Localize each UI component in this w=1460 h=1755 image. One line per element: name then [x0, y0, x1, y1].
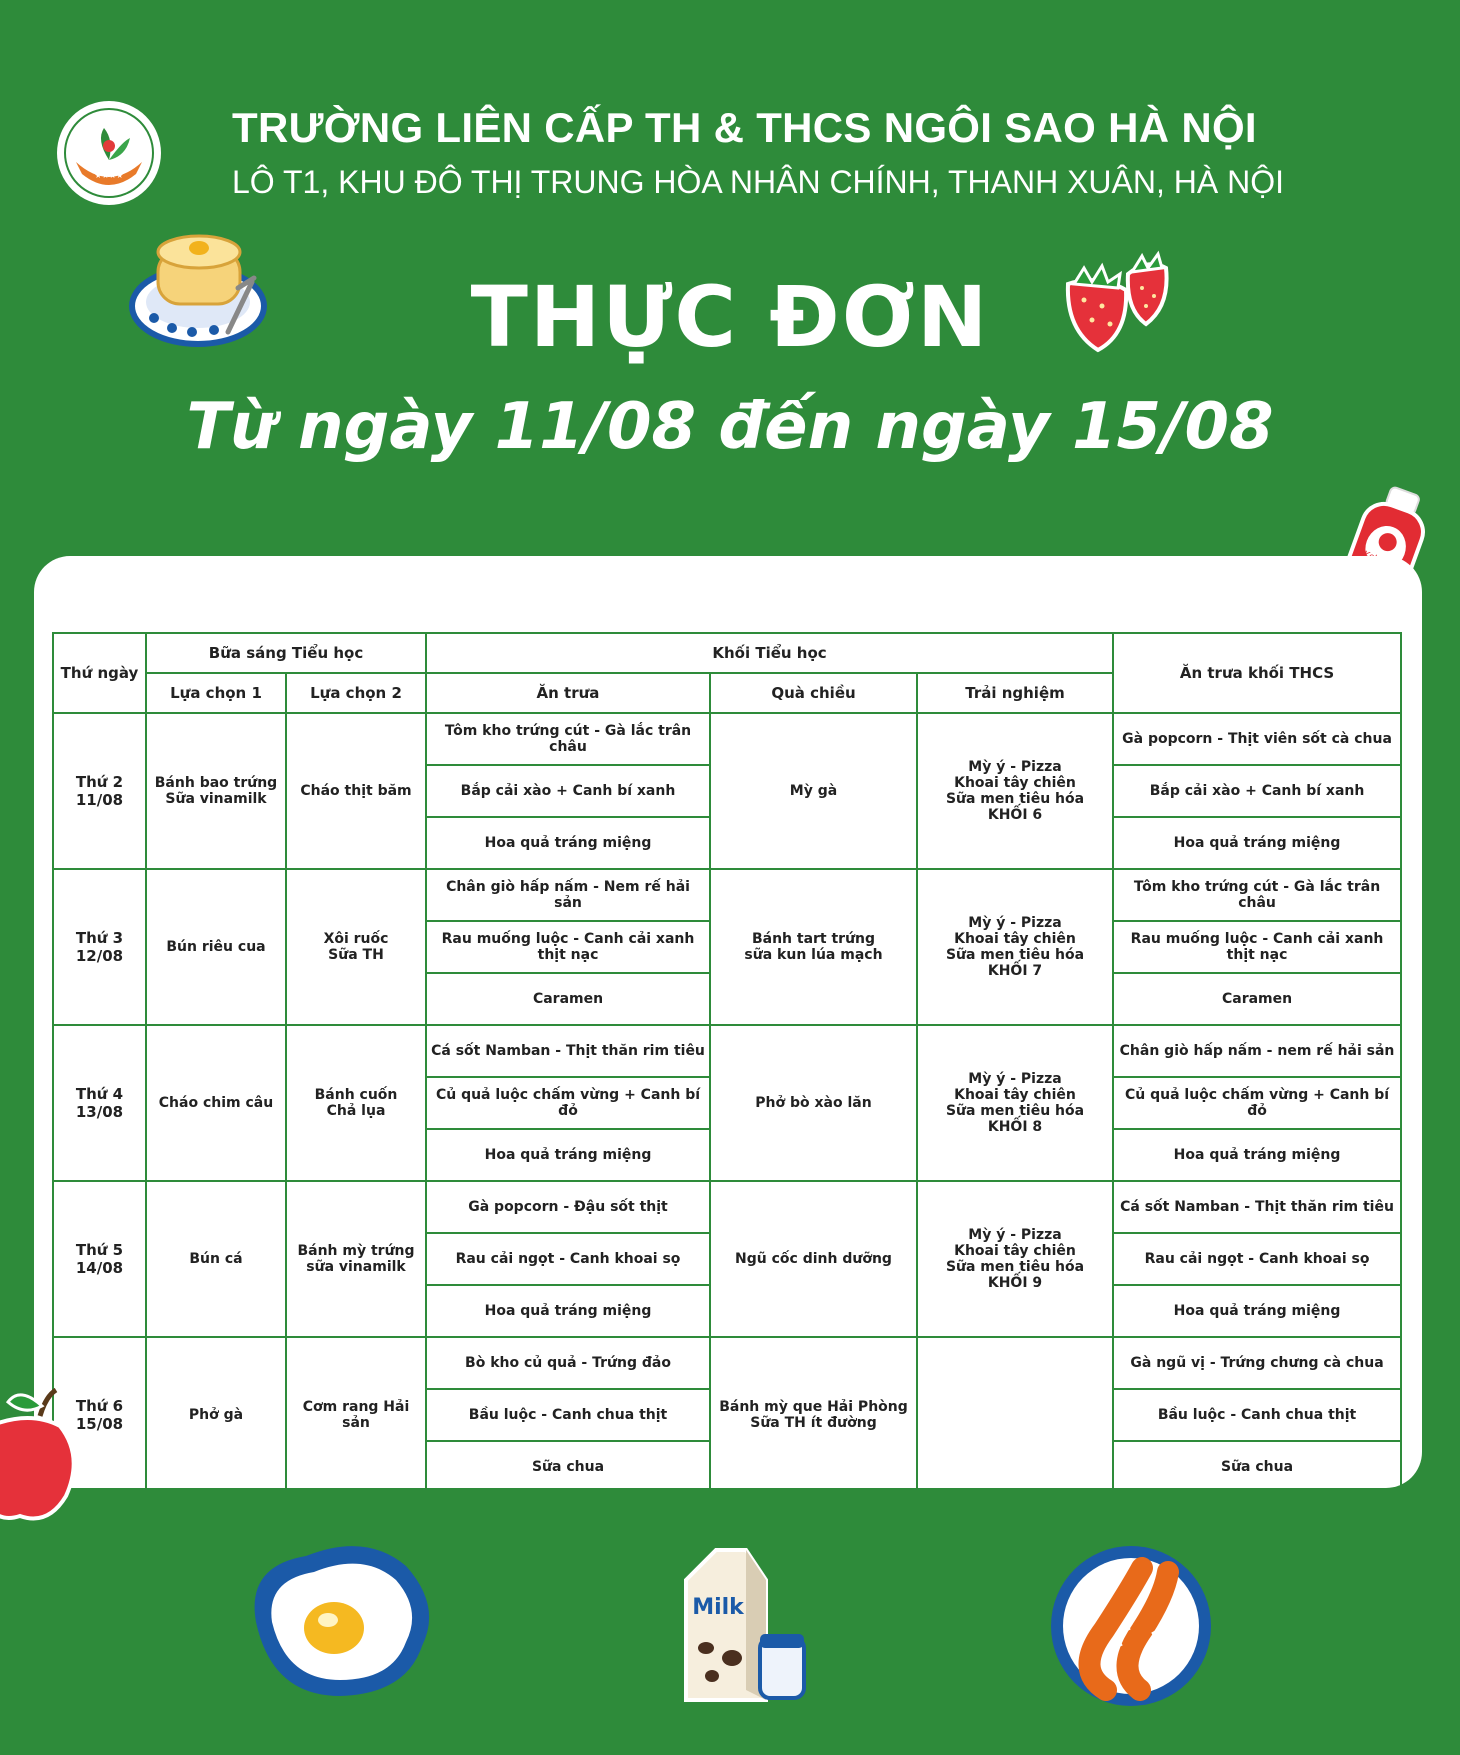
breakfast-choice1-cell: [146, 1337, 286, 1493]
afternoon-snack-cell: [710, 869, 917, 1025]
secondary-lunch-item: Củ quả luộc chấm vừng + Canh bí đỏ: [1113, 1077, 1401, 1129]
sausage-icon: [1044, 1540, 1218, 1712]
experience-cell: [917, 1025, 1113, 1181]
fried-egg-icon: [236, 1536, 440, 1706]
experience-cell-line: Khoai tây chiên: [954, 1087, 1076, 1103]
header-afternoon-snack: Quà chiều: [710, 673, 917, 713]
school-name: TRƯỜNG LIÊN CẤP TH & THCS NGÔI SAO HÀ NỘI: [232, 104, 1257, 151]
experience-cell-line: KHỐI 6: [987, 807, 1043, 823]
experience-cell: [917, 713, 1113, 869]
experience-cell-line: Sữa men tiêu hóa: [945, 947, 1085, 963]
day-date: 12/08: [75, 947, 124, 965]
experience-cell-line: KHỐI 9: [987, 1275, 1043, 1291]
experience-cell: [917, 869, 1113, 1025]
afternoon-snack-cell-line: Sữa TH ít đường: [750, 1415, 877, 1431]
milk-carton-icon: [676, 1540, 816, 1710]
header-experience: Trải nghiệm: [917, 673, 1113, 713]
afternoon-snack-cell: [710, 1337, 917, 1493]
header-secondary-lunch: Ăn trưa khối THCS: [1113, 633, 1401, 713]
table-row: [53, 1181, 1401, 1233]
breakfast-choice2-cell: [286, 1337, 426, 1493]
header-choice1: Lựa chọn 1: [146, 673, 286, 713]
experience-cell: [917, 1337, 1113, 1493]
breakfast-choice2-cell-line: Chả lụa: [326, 1103, 386, 1119]
table-row: [53, 1025, 1401, 1077]
secondary-lunch-item: Rau muống luộc - Canh cải xanh thịt nạc: [1113, 921, 1401, 973]
day-cell: [53, 713, 146, 869]
lunch-item: Rau muống luộc - Canh cải xanh thịt nạc: [426, 921, 710, 973]
lunch-item: Caramen: [426, 973, 710, 1025]
header-primary: Khối Tiểu học: [426, 633, 1113, 673]
day-cell: [53, 1181, 146, 1337]
secondary-lunch-item: Gà ngũ vị - Trứng chưng cà chua: [1113, 1337, 1401, 1389]
lunch-item: Chân giò hấp nấm - Nem rế hải sản: [426, 869, 710, 921]
strawberry-icon: [1062, 244, 1182, 354]
day-cell: [53, 869, 146, 1025]
breakfast-choice1-cell-line: Bún cá: [189, 1251, 243, 1267]
day-label: Thứ 2: [75, 773, 124, 791]
secondary-lunch-item: Rau cải ngọt - Canh khoai sọ: [1113, 1233, 1401, 1285]
experience-cell-line: Mỳ ý - Pizza: [968, 1227, 1062, 1243]
lunch-item: Hoa quả tráng miệng: [426, 1129, 710, 1181]
secondary-lunch-item: Gà popcorn - Thịt viên sốt cà chua: [1113, 713, 1401, 765]
day-label: Thứ 3: [75, 929, 124, 947]
lunch-item: Bắp cải xào + Canh bí xanh: [426, 765, 710, 817]
lunch-item: Tôm kho trứng cút - Gà lắc trân châu: [426, 713, 710, 765]
breakfast-choice1-cell-line: Phở gà: [188, 1407, 244, 1423]
breakfast-choice2-cell: [286, 713, 426, 869]
apple-icon: [0, 1376, 84, 1526]
secondary-lunch-item: Hoa quả tráng miệng: [1113, 1129, 1401, 1181]
lunch-item: Củ quả luộc chấm vừng + Canh bí đỏ: [426, 1077, 710, 1129]
secondary-lunch-item: Tôm kho trứng cút - Gà lắc trân châu: [1113, 869, 1401, 921]
afternoon-snack-cell: [710, 1181, 917, 1337]
day-label: Thứ 6: [75, 1397, 124, 1415]
secondary-lunch-item: Bầu luộc - Canh chua thịt: [1113, 1389, 1401, 1441]
table-row: [53, 869, 1401, 921]
experience-cell-line: KHỐI 7: [987, 963, 1043, 979]
menu-table: [52, 632, 1402, 1494]
experience-cell-line: KHỐI 8: [987, 1119, 1043, 1135]
experience-cell-line: Sữa men tiêu hóa: [945, 791, 1085, 807]
lunch-item: Sữa chua: [426, 1441, 710, 1493]
experience-cell-line: Mỳ ý - Pizza: [968, 1071, 1062, 1087]
experience-cell-line: Khoai tây chiên: [954, 931, 1076, 947]
school-address: LÔ T1, KHU ĐÔ THỊ TRUNG HÒA NHÂN CHÍNH, THANH XUÂN, HÀ NỘI: [232, 164, 1284, 200]
experience-cell-line: Khoai tây chiên: [954, 775, 1076, 791]
afternoon-snack-cell: [710, 713, 917, 869]
lunch-item: Bò kho củ quả - Trứng đảo: [426, 1337, 710, 1389]
header-day: Thứ ngày: [53, 633, 146, 713]
secondary-lunch-item: Hoa quả tráng miệng: [1113, 817, 1401, 869]
experience-cell-line: Sữa men tiêu hóa: [945, 1103, 1085, 1119]
breakfast-choice1-cell-line: Bánh bao trứng: [154, 775, 278, 791]
day-date: 13/08: [75, 1103, 124, 1121]
header-choice2: Lựa chọn 2: [286, 673, 426, 713]
experience-cell-line: Khoai tây chiên: [954, 1243, 1076, 1259]
breakfast-choice2-cell-line: Sữa TH: [328, 947, 384, 963]
breakfast-choice2-cell-line: Cháo thịt băm: [300, 783, 412, 799]
table-row: [53, 1337, 1401, 1389]
day-date: 11/08: [75, 791, 124, 809]
secondary-lunch-item: Bắp cải xào + Canh bí xanh: [1113, 765, 1401, 817]
breakfast-choice1-cell: [146, 1181, 286, 1337]
table-row: [53, 713, 1401, 765]
afternoon-snack-cell-line: Phở bò xào lăn: [755, 1095, 872, 1111]
page-title: THỰC ĐƠN: [470, 268, 990, 366]
afternoon-snack-cell: [710, 1025, 917, 1181]
lunch-item: Cá sốt Namban - Thịt thăn rim tiêu: [426, 1025, 710, 1077]
svg-text:Milk: Milk: [692, 1595, 744, 1620]
header-lunch: Ăn trưa: [426, 673, 710, 713]
school-logo-icon: [56, 100, 162, 206]
breakfast-choice2-cell-line: Bánh mỳ trứng: [297, 1243, 415, 1259]
secondary-lunch-item: Sữa chua: [1113, 1441, 1401, 1493]
secondary-lunch-item: Cá sốt Namban - Thịt thăn rim tiêu: [1113, 1181, 1401, 1233]
breakfast-choice1-cell-line: Bún riêu cua: [166, 939, 266, 955]
breakfast-choice2-cell-line: sữa vinamilk: [306, 1259, 406, 1275]
breakfast-choice1-cell-line: Cháo chim câu: [158, 1095, 274, 1111]
breakfast-choice2-cell-line: Bánh cuốn: [314, 1087, 398, 1103]
experience-cell-line: Mỳ ý - Pizza: [968, 759, 1062, 775]
day-label: Thứ 5: [75, 1241, 124, 1259]
breakfast-choice2-cell: [286, 869, 426, 1025]
lunch-item: Hoa quả tráng miệng: [426, 1285, 710, 1337]
header-breakfast: Bữa sáng Tiểu học: [146, 633, 426, 673]
breakfast-choice2-cell-line: Xôi ruốc: [323, 931, 389, 947]
date-range: Từ ngày 11/08 đến ngày 15/08: [186, 390, 1274, 464]
breakfast-choice1-cell: [146, 869, 286, 1025]
afternoon-snack-cell-line: Bánh mỳ que Hải Phòng: [719, 1399, 908, 1415]
day-date: 15/08: [75, 1415, 124, 1433]
afternoon-snack-cell-line: Bánh tart trứng: [751, 931, 876, 947]
experience-cell-line: Mỳ ý - Pizza: [968, 915, 1062, 931]
breakfast-choice2-cell: [286, 1181, 426, 1337]
breakfast-choice1-cell-line: Sữa vinamilk: [165, 791, 267, 807]
breakfast-choice1-cell: [146, 713, 286, 869]
experience-cell-line: Sữa men tiêu hóa: [945, 1259, 1085, 1275]
day-date: 14/08: [75, 1259, 124, 1277]
breakfast-choice2-cell: [286, 1025, 426, 1181]
day-cell: [53, 1025, 146, 1181]
secondary-lunch-item: Chân giò hấp nấm - nem rế hải sản: [1113, 1025, 1401, 1077]
breakfast-choice2-cell-line: Cơm rang Hải sản: [302, 1399, 410, 1431]
lunch-item: Rau cải ngọt - Canh khoai sọ: [426, 1233, 710, 1285]
afternoon-snack-cell-line: Mỳ gà: [789, 783, 838, 799]
afternoon-snack-cell-line: Ngũ cốc dinh dưỡng: [735, 1251, 892, 1267]
secondary-lunch-item: Caramen: [1113, 973, 1401, 1025]
lunch-item: Hoa quả tráng miệng: [426, 817, 710, 869]
lunch-item: Bầu luộc - Canh chua thịt: [426, 1389, 710, 1441]
breakfast-choice1-cell: [146, 1025, 286, 1181]
lunch-item: Gà popcorn - Đậu sốt thịt: [426, 1181, 710, 1233]
svg-text:★★★★: ★★★★: [94, 171, 124, 180]
day-label: Thứ 4: [75, 1085, 124, 1103]
secondary-lunch-item: Hoa quả tráng miệng: [1113, 1285, 1401, 1337]
afternoon-snack-cell-line: sữa kun lúa mạch: [744, 947, 883, 963]
experience-cell: [917, 1181, 1113, 1337]
